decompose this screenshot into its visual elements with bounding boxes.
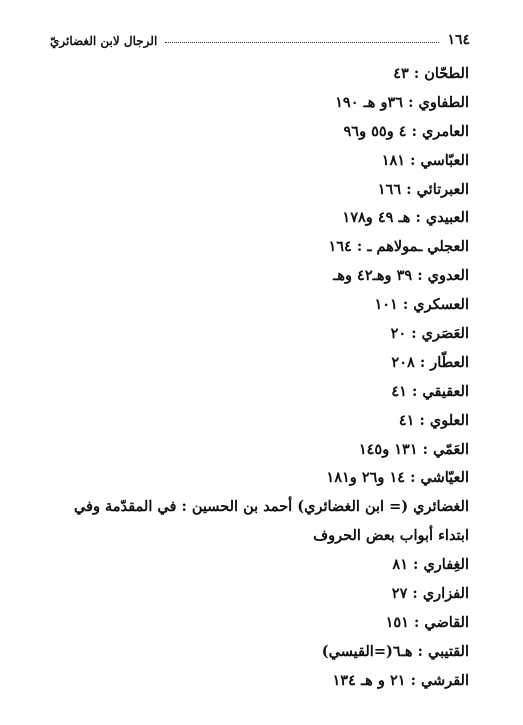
entry-refs: ١٤ و٢٦ و١٨١ (326, 469, 406, 487)
entry-term: العسكري (413, 296, 469, 314)
running-title: الرجال لابن الغضائريّ (50, 34, 158, 48)
entry-refs: هـ ٤٩ و١٧٨ (342, 209, 411, 227)
index-entry: القاضي : ١٥١ (385, 613, 469, 631)
entry-term: العيّاشي (420, 469, 469, 487)
index-entry: الفزاري : ٢٧ (391, 585, 469, 603)
entry-refs: ١٠١ (374, 296, 398, 314)
index-entry: العبيدي : هـ ٤٩ و١٧٨ (342, 209, 469, 227)
index-entries (49, 60, 469, 696)
entry-term: العطّار (430, 353, 469, 371)
index-entry: الطفاوي : ٣٦و هـ ١٩٠ (335, 93, 469, 111)
entry-refs: هـ٦(=القيسي) (321, 642, 413, 660)
entry-term: الطحّان (424, 65, 469, 82)
entry-term: القتيبي (428, 642, 469, 660)
entry-refs: ٢٠ (390, 325, 407, 343)
entry-term: العبيدي (425, 209, 469, 227)
index-entry: العبّاسي : ١٨١ (381, 151, 469, 169)
index-entry: العطّار : ٢٠٨ (391, 353, 469, 371)
entry-term: الطفاوي (418, 93, 469, 111)
index-entry: القرشي : ٢١ و هـ ١٣٤ (332, 671, 469, 689)
index-entry: الطحّان : ٤٣ (393, 65, 469, 82)
index-entry: الغضائري (= ابن الغضائري) أحمد بن الحسين : في المقدّمة وفي ابتداء أبواب بعض الحروف (73, 498, 469, 545)
entry-refs: ١٥١ (385, 613, 409, 631)
entry-refs: ٤ و٥٥ و٩٦ (343, 122, 407, 140)
entry-term: العَمّي (433, 440, 469, 458)
index-entry: العدوي : ٣٩ وهـ٤٢ وهـ (333, 267, 469, 285)
entry-refs: ١٨١ (381, 151, 406, 169)
index-entry: العجلي ـمولاهم ـ : ١٦٤ (328, 238, 469, 256)
entry-term: الغِفاري (423, 556, 469, 574)
entry-term: العبرتائي (416, 180, 469, 198)
entry-refs: ٢١ و هـ ١٣٤ (332, 671, 406, 689)
index-entry: العسكري : ١٠١ (374, 296, 469, 314)
entry-refs: ٣٩ وهـ٤٢ وهـ (333, 267, 413, 285)
index-entry: العلوي : ٤١ (398, 411, 469, 429)
entry-refs: في المقدّمة وفي ابتداء أبواب بعض الحروف (73, 498, 469, 545)
entry-term: القاضي (424, 613, 469, 631)
index-entry: العامري : ٤ و٥٥ و٩٦ (343, 122, 469, 140)
entry-term: العدوي (427, 267, 469, 285)
entry-term: العامري (422, 122, 469, 140)
entry-refs: ١٦٤ (328, 238, 352, 256)
entry-refs: ٤١ (391, 382, 407, 400)
entry-refs: ٤١ (398, 411, 415, 429)
entry-refs: ٨١ (392, 556, 408, 574)
entry-term: العقيقي (422, 382, 469, 400)
header-dotted-leader (165, 41, 439, 43)
page-number: ١٦٤ (447, 32, 470, 48)
entry-refs: ١٣١ و١٤٥ (358, 440, 418, 458)
entry-refs: ٢٠٨ (391, 353, 415, 371)
index-entry: العَصَري : ٢٠ (390, 325, 469, 343)
entry-term: القرشي (420, 671, 469, 689)
entry-refs: ٣٦و هـ ١٩٠ (335, 93, 404, 111)
entry-term: العَصَري (421, 325, 469, 343)
entry-term: الغضائري (= ابن الغضائري) أحمد بن الحسين (191, 498, 469, 516)
entry-refs: ١٦٦ (377, 180, 402, 198)
entry-term: العلوي (429, 411, 469, 429)
entry-refs: ٢٧ (391, 585, 408, 603)
entry-term: الفزاري (422, 585, 469, 603)
index-entry: القتيبي : هـ٦(=القيسي) (321, 642, 469, 660)
index-entry: العَمّي : ١٣١ و١٤٥ (358, 440, 469, 458)
entry-term: العجلي ـمولاهم ـ (367, 238, 469, 256)
index-entry: العقيقي : ٤١ (391, 382, 469, 400)
page-header (50, 28, 470, 48)
entry-term: العبّاسي (420, 151, 469, 169)
index-entry: الغِفاري : ٨١ (392, 556, 469, 574)
index-entry: العبرتائي : ١٦٦ (377, 180, 469, 198)
entry-refs: ٤٣ (393, 65, 409, 82)
index-entry: العيّاشي : ١٤ و٢٦ و١٨١ (326, 469, 469, 487)
